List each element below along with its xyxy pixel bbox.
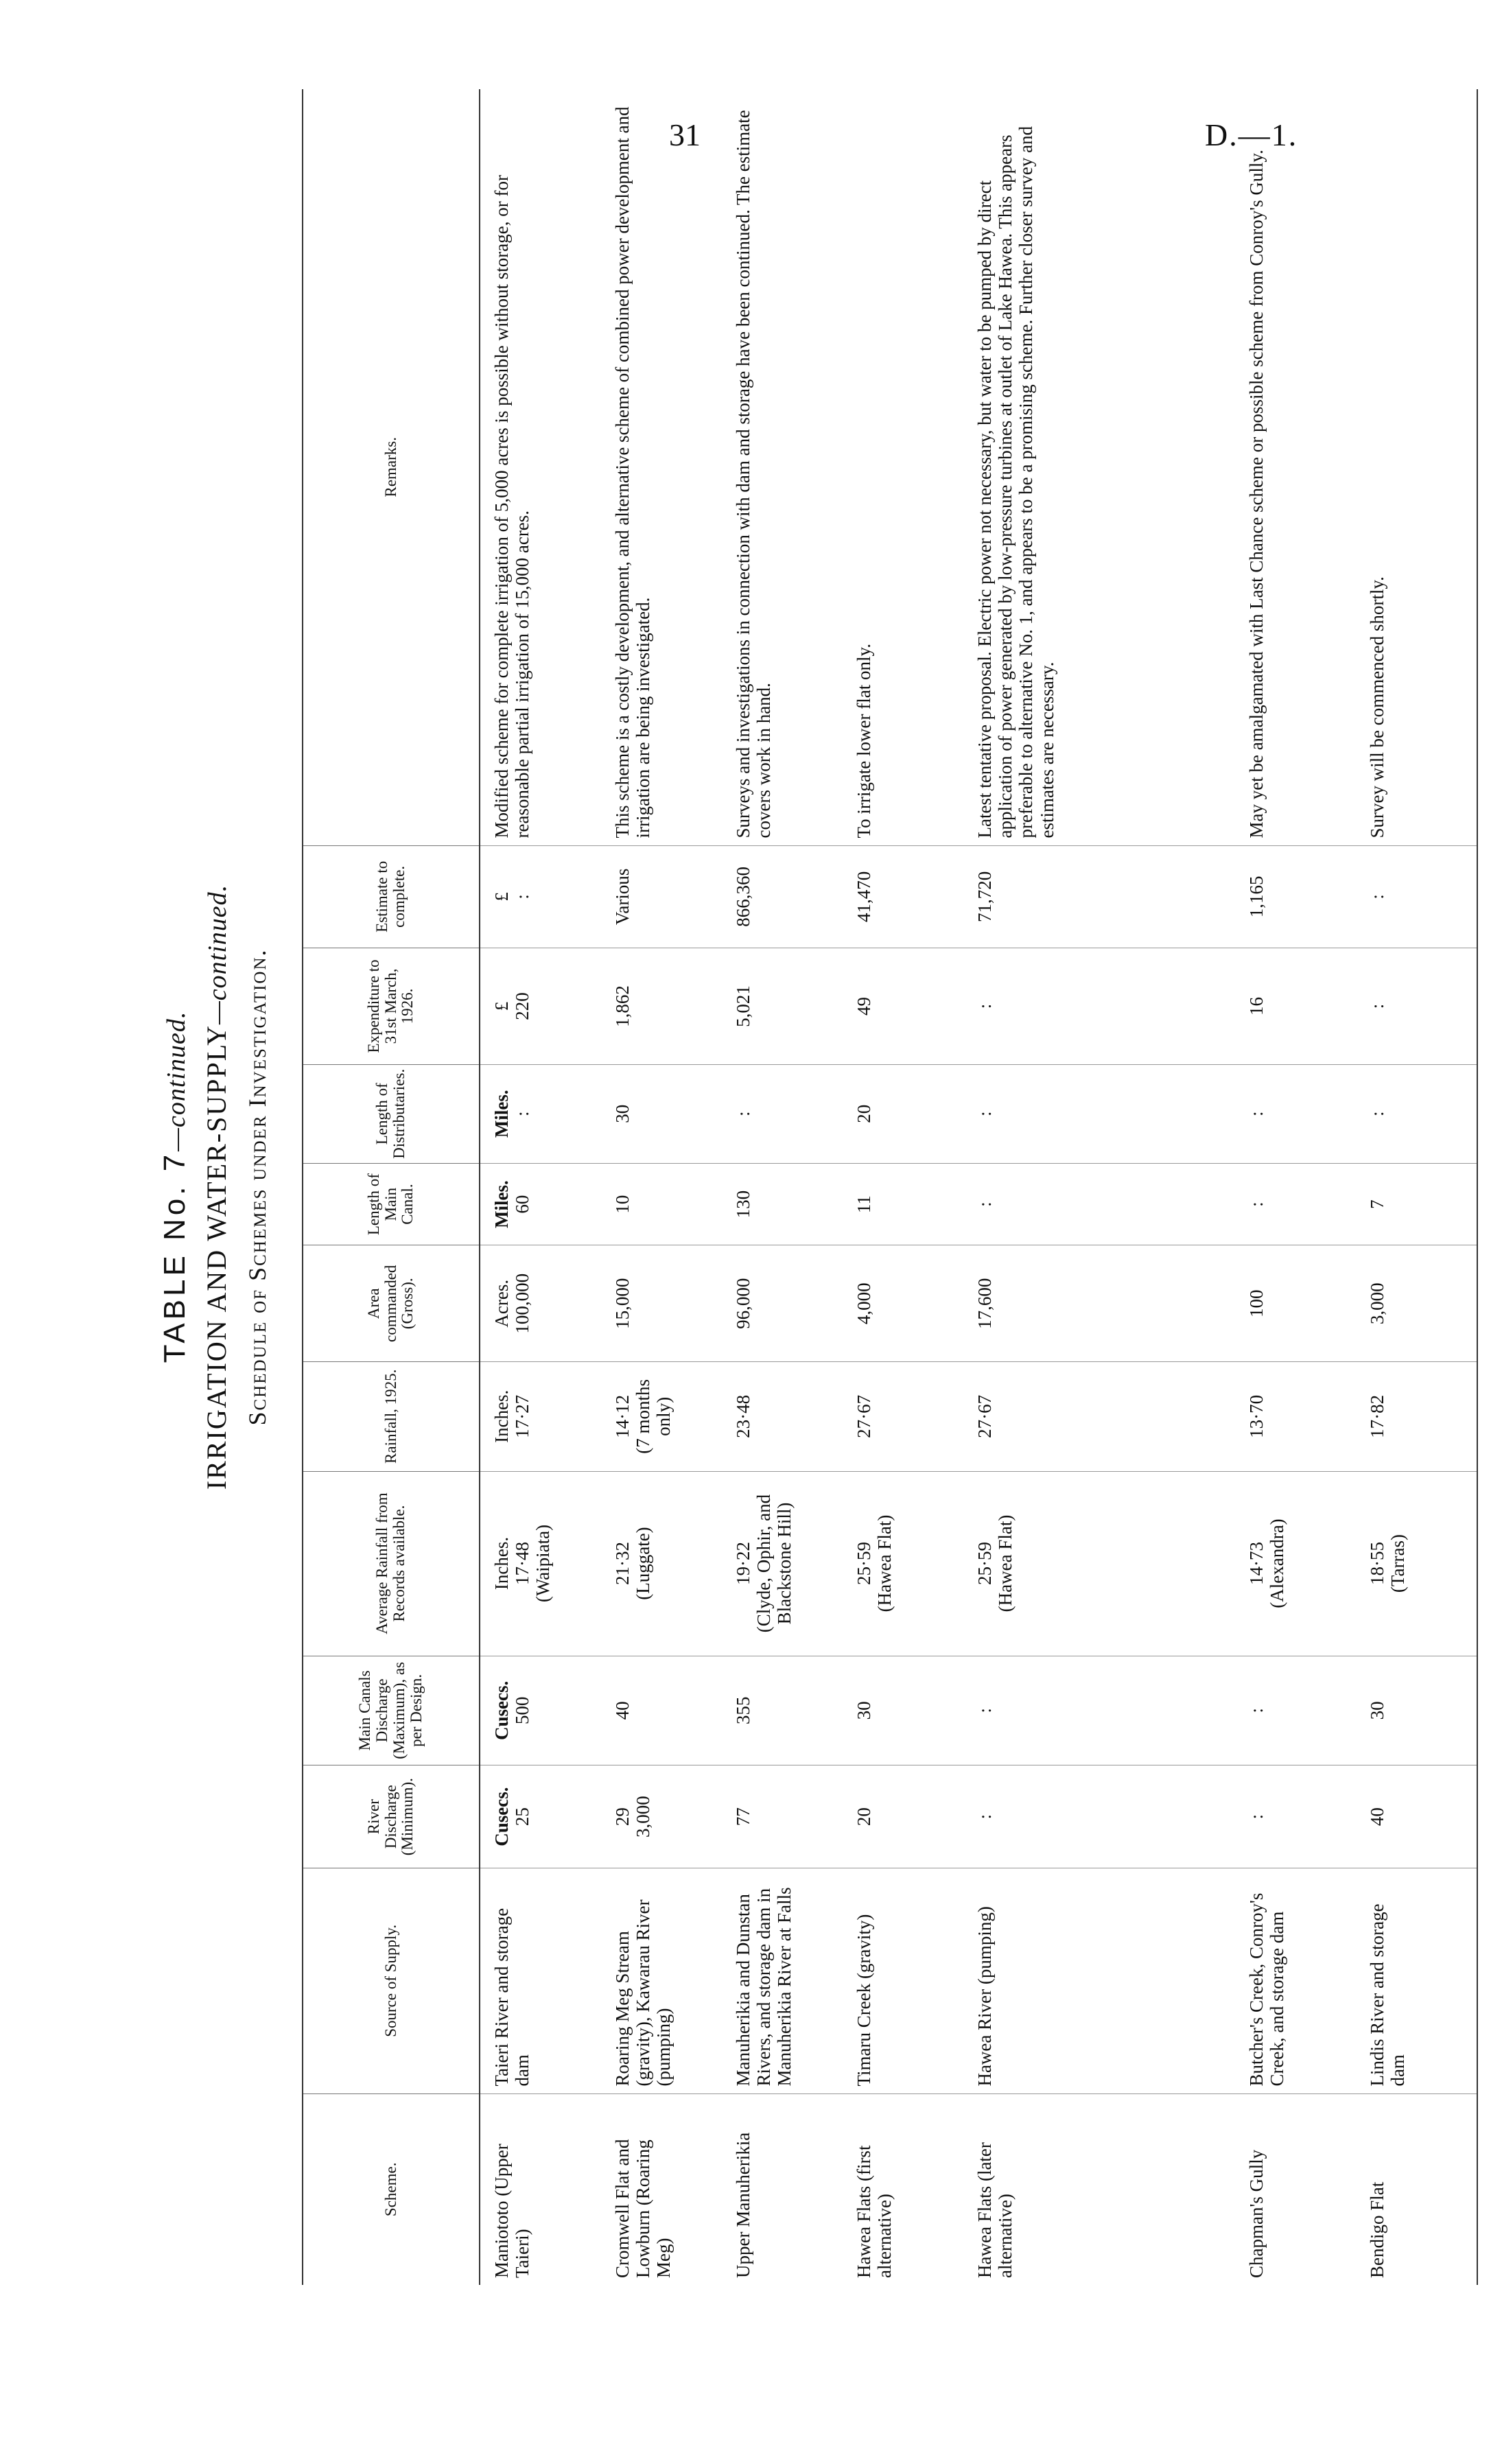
table-continued: —continued. [162,1011,191,1151]
remarks-cell: Survey will be commenced shortly. [1356,89,1477,845]
river-cell: 77 [722,1765,843,1868]
distrib-cell: : [963,1064,1235,1163]
table-row [1235,89,1356,2285]
unit-label: Inches. [491,1389,512,1443]
main-canal-cell [480,1163,601,1245]
expend-cell: : [1356,948,1477,1065]
table-number: TABLE No. 7 [158,1151,191,1363]
station: (Hawea Flat) [874,1514,895,1612]
river-cell [601,1765,722,1868]
river-cell: : [963,1765,1235,1868]
area-cell [480,1245,601,1362]
table-subtitle [200,89,233,2285]
canal-cell: : [963,1656,1235,1765]
area-cell: 96,000 [722,1245,843,1362]
expend-cell: 49 [843,948,963,1065]
col-canal-discharge: Main Canals Discharge (Maximum), as per Design. [303,1656,480,1765]
remarks-cell: Surveys and investigations in connection with dam and storage have been continued. The estimate covers work in hand. [722,89,843,845]
value: 17·48 [512,1542,533,1586]
page-code: D.—1. [1205,117,1298,152]
table-row [601,89,722,2285]
river-cell [480,1765,601,1868]
area-cell: 4,000 [843,1245,963,1362]
main-canal-cell: : [1235,1163,1356,1245]
value: 14·73 [1246,1542,1267,1586]
unit-label: £ [491,1001,512,1011]
table-row [480,89,601,2285]
rotated-table-block [158,89,1409,2285]
avg-rain-cell [1235,1471,1356,1656]
estimate-cell: Various [601,845,722,948]
expend-cell [480,948,601,1065]
schedule-table [302,89,1478,2285]
source-cell: Timaru Creek (gravity) [843,1868,963,2094]
value: 25 [512,1807,533,1827]
river-cell: 40 [1356,1765,1477,1868]
distrib-cell: 20 [843,1064,963,1163]
value: 500 [512,1696,533,1725]
distrib-cell: : [722,1064,843,1163]
value: 19·22 [733,1542,753,1586]
river-cell: 20 [843,1765,963,1868]
scheme-cell: Bendigo Flat [1356,2093,1477,2285]
section-title: Schedule of Schemes under Investigation. [244,948,271,1426]
table-row [722,89,843,2285]
col-distributaries: Length of Distributaries. [303,1064,480,1163]
rain1925-cell: 17·82 [1356,1362,1477,1471]
col-scheme: Scheme. [303,2093,480,2285]
river-cell: : [1235,1765,1356,1868]
canal-cell: : [1235,1656,1356,1765]
station: (Tarras) [1387,1534,1409,1593]
avg-rain-cell [480,1471,601,1656]
col-rainfall-1925: Rainfall, 1925. [303,1362,480,1471]
estimate-cell: 71,720 [963,845,1235,948]
scheme-cell: Upper Manuherikia [733,2132,753,2278]
scheme-cell: Chapman's Gully [1246,2149,1267,2278]
expend-cell: 1,862 [601,948,722,1065]
value: : [512,1111,533,1116]
col-expenditure: Expenditure to 31st March, 1926. [303,948,480,1065]
canal-cell: 355 [722,1656,843,1765]
table-row [843,89,963,2285]
rain1925-cell: 27·67 [963,1362,1235,1471]
col-source: Source of Supply. [303,1868,480,2094]
source-cell: Roaring Meg Stream (gravity), Kawarau River (pumping) [601,1868,722,2094]
distrib-cell: : [1235,1064,1356,1163]
distrib-cell: 30 [601,1064,722,1163]
canal-cell: 30 [1356,1656,1477,1765]
note: (7 months only) [633,1378,674,1454]
value: 25·59 [854,1542,874,1586]
value: 29 [612,1807,633,1827]
main-canal-cell: 11 [843,1163,963,1245]
value: 100,000 [512,1273,533,1334]
remarks-cell: May yet be amalgamated with Last Chance scheme or possible scheme from Conroy's Gully. [1235,89,1356,845]
area-cell: 17,600 [963,1245,1235,1362]
table-row [1356,89,1477,2285]
estimate-cell: 866,360 [722,845,843,948]
station: (Hawea Flat) [995,1514,1016,1612]
expend-cell: : [963,948,1235,1065]
col-river-discharge: River Discharge (Minimum). [303,1765,480,1868]
header-row [303,89,480,2285]
station: (Alexandra) [1267,1518,1288,1608]
distrib-cell: : [1356,1064,1477,1163]
expend-cell: 5,021 [722,948,843,1065]
main-canal-cell: 130 [722,1163,843,1245]
remarks-cell: To irrigate lower flat only. [843,89,963,845]
value: 18·55 [1367,1542,1387,1586]
station: (Waipiata) [532,1524,554,1603]
value: 25·59 [974,1542,995,1586]
value: : [512,894,533,900]
value: 60 [512,1195,533,1214]
remarks-cell: Modified scheme for complete irrigation of 5,000 acres is possible without storage, or for reasonable partial irrigation of 15,000 acres. [480,89,601,845]
estimate-cell: 1,165 [1235,845,1356,948]
scheme-cell: Hawea Flats (later alternative) [974,2142,1016,2278]
main-canal-cell: 7 [1356,1163,1477,1245]
estimate-cell: : [1356,845,1477,948]
source-cell: Manuherikia and Dunstan Rivers, and storage dam in Manuherikia River at Falls [722,1868,843,2094]
subtitle-continued: —continued. [203,884,232,1024]
page-number: 31 [669,117,701,152]
unit-label: Cusecs. [491,1787,512,1846]
main-canal-cell: 10 [601,1163,722,1245]
unit-label: Acres. [491,1279,512,1328]
unit-label: Miles. [491,1180,512,1228]
area-cell: 100 [1235,1245,1356,1362]
value: 17·27 [512,1394,533,1438]
remarks-cell: Latest tentative proposal. Electric power not necessary, but water to be pumped by direct application of power generated by low-pressure turbines at outlet of Lake Hawea. This appears preferable to alternative No. 1, and appears to be a promising scheme. Further closer survey and estimates are necessary. [963,89,1235,845]
rain1925-cell [480,1362,601,1471]
value: 220 [512,992,533,1020]
unit-label: Miles. [491,1090,512,1138]
avg-rain-cell [1356,1471,1477,1656]
canal-cell: 40 [601,1656,722,1765]
unit-label: £ [491,892,512,902]
canal-cell: 30 [843,1656,963,1765]
distrib-cell [480,1064,601,1163]
scheme-cell: Cromwell Flat and Lowburn (Roaring Meg) [612,2139,674,2278]
avg-rain-cell [722,1471,843,1656]
avg-rain-cell [963,1471,1235,1656]
subtitle-text: IRRIGATION AND WATER-SUPPLY [201,1024,232,1490]
rain1925-cell [601,1362,722,1471]
col-estimate: Estimate to complete. [303,845,480,948]
unit-label: Inches. [491,1536,512,1591]
canal-cell [480,1656,601,1765]
table-row [963,89,1235,2285]
rain1925-cell: 13·70 [1235,1362,1356,1471]
source-cell: Taieri River and storage dam [480,1868,601,2094]
avg-rain-cell [601,1471,722,1656]
source-cell: Butcher's Creek, Conroy's Creek, and storage dam [1235,1868,1356,2094]
value: 21·32 [612,1542,633,1586]
estimate-cell [480,845,601,948]
rain1925-cell: 27·67 [843,1362,963,1471]
station: (Luggate) [633,1527,654,1600]
source-cell: Lindis River and storage dam [1356,1868,1477,2094]
table-title [158,89,192,2285]
col-area: Area commanded (Gross). [303,1245,480,1362]
col-main-canal: Length of Main Canal. [303,1163,480,1245]
area-cell: 3,000 [1356,1245,1477,1362]
avg-rain-cell [843,1471,963,1656]
source-cell: Hawea River (pumping) [963,1868,1235,2094]
value: 14·12 [612,1394,633,1438]
estimate-cell: 41,470 [843,845,963,948]
value-2: 3,000 [633,1796,654,1838]
unit-label: Cusecs. [491,1680,512,1741]
area-cell: 15,000 [601,1245,722,1362]
remarks-cell: This scheme is a costly development, and alternative scheme of combined power development and irrigation are being investigated. [601,89,722,845]
main-canal-cell: : [963,1163,1235,1245]
col-remarks: Remarks. [303,89,480,845]
rain1925-cell: 23·48 [722,1362,843,1471]
expend-cell: 16 [1235,948,1356,1065]
station: (Clyde, Ophir, and Blackstone Hill) [753,1494,795,1633]
col-average-rainfall: Average Rainfall from Records available. [303,1471,480,1656]
scheme-cell: Hawea Flats (first alternative) [854,2145,895,2278]
scheme-cell: Maniototo (Upper Taieri) [491,2144,533,2278]
